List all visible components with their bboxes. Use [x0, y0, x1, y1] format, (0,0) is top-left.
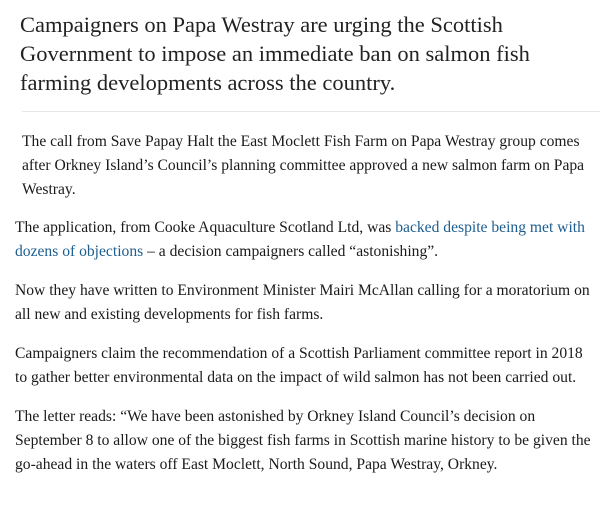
paragraph: Campaigners claim the recommendation of a Scottish Parliament committee report in 2018 to gather better environmental data on the impact of wild salmon has not been carried out.	[15, 345, 583, 386]
paragraph-text: – a decision campaigners called “astonishing”.	[143, 243, 439, 260]
paragraph	[15, 216, 591, 264]
divider	[22, 111, 600, 112]
article-standfirst: Campaigners on Papa Westray are urging the Scottish Government to impose an immediate ban on salmon fish farming developments across the country.	[20, 12, 530, 95]
objections-link[interactable]: backed despite being met with dozens of objections	[15, 219, 585, 260]
paragraph: Now they have written to Environment Minister Mairi McAllan calling for a moratorium on all new and existing developments for fish farms.	[15, 282, 590, 323]
paragraph: The call from Save Papay Halt the East Moclett Fish Farm on Papa Westray group comes after Orkney Island’s Council’s planning committee approved a new salmon farm on Papa Westray.	[22, 133, 585, 198]
paragraph: The letter reads: “We have been astonished by Orkney Island Council’s decision on September 8 to allow one of the biggest fish farms in Scottish marine history to be given the go-ahead in the waters off East Moclett, North Sound, Papa Westray, Orkney.	[15, 408, 591, 473]
paragraph-text: The application, from Cooke Aquaculture Scotland Ltd, was	[15, 219, 396, 236]
